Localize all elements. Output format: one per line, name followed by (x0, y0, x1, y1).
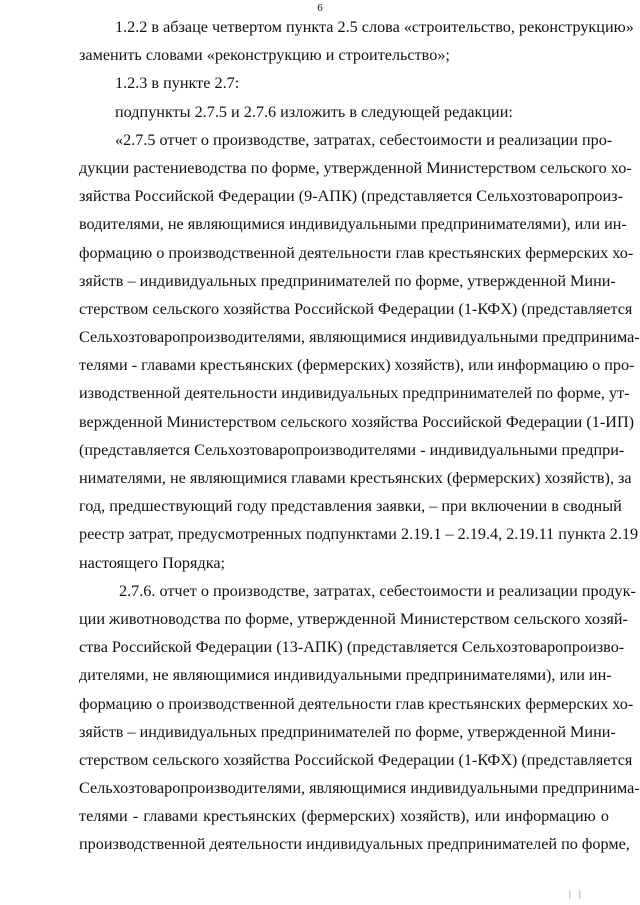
text-line: телями - главами крестьянских (фермерских) хозяйств), или информацию о про- (79, 356, 635, 375)
text-line: зяйств – индивидуальных предпринимателей по форме, утвержденной Мини- (79, 271, 616, 290)
text-line: нимателями, не являющимися главами крестьянских (фермерских) хозяйств), за (79, 469, 632, 487)
page-number: 6 (317, 2, 323, 14)
text-line: формацию о производственной деятельности глав крестьянских фермерских хо- (79, 243, 634, 262)
text-line: изводственной деятельности индивидуальных предпринимателей по форме, ут- (79, 384, 630, 403)
text-line: Сельхозтоваропроизводителями, являющимися индивидуальными предпринима- (79, 779, 640, 798)
text-line: зяйства Российской Федерации (9-АПК) (представляется Сельхозтоваропроиз- (79, 187, 623, 206)
text-line: телями - главами крестьянских (фермерских) хозяйств), или информацию о (79, 807, 609, 826)
text-line: настоящего Порядка; (79, 553, 226, 572)
text-line: вержденной Министерством сельского хозяйства Российской Федерации (1-ИП) (79, 412, 635, 431)
text-line: 1.2.3 в пункте 2.7: (115, 74, 240, 93)
text-line: реестр затрат, предусмотренных подпунктами 2.19.1 – 2.19.4, 2.19.11 пункта 2.19 (79, 525, 639, 544)
text-line: дителями, не являющимися индивидуальными предпринимателями), или ин- (79, 666, 612, 685)
text-line: подпункты 2.7.5 и 2.7.6 изложить в следующей редакции: (115, 102, 513, 121)
text-line: зяйств – индивидуальных предпринимателей по форме, утвержденной Мини- (79, 722, 616, 741)
text-line: стерством сельского хозяйства Российской Федерации (1-КФХ) (представляется (79, 750, 633, 769)
text-line: заменить словами «реконструкцию и строительство»; (79, 46, 450, 65)
text-line: дукции растениеводства по форме, утвержденной Министерством сельского хо- (79, 158, 632, 177)
text-line: стерством сельского хозяйства Российской Федерации (1-КФХ) (представляется (79, 299, 633, 318)
text-line: год, предшествующий году представления заявки, – при включении в сводный (79, 497, 622, 516)
text-line: производственной деятельности индивидуальных предпринимателей по форме, (79, 835, 630, 854)
text-line: Сельхозтоваропроизводителями, являющимися индивидуальными предпринима- (79, 328, 640, 347)
text-line: 1.2.2 в абзаце четвертом пункта 2.5 слова «строительство, реконструкцию» (115, 18, 634, 36)
text-line: 2.7.6. отчет о производстве, затратах, себестоимости и реализации продук- (119, 581, 636, 600)
document-body (79, 13, 640, 859)
text-line: водителями, не являющимися индивидуальными предпринимателями), или ин- (79, 215, 627, 234)
text-line: формацию о производственной деятельности глав крестьянских фермерских хо- (79, 694, 634, 713)
text-line: «2.7.5 отчет о производстве, затратах, себестоимости и реализации про- (115, 130, 613, 149)
scan-mark: | | (569, 889, 584, 899)
text-line: ции животноводства по форме, утвержденной Министерством сельского хозяй- (79, 609, 628, 628)
text-line: (представляется Сельхозтоваропроизводителями - индивидуальными предпри- (79, 440, 625, 459)
text-line: ства Российской Федерации (13-АПК) (представляется Сельхозтоваропроизво- (79, 638, 625, 657)
